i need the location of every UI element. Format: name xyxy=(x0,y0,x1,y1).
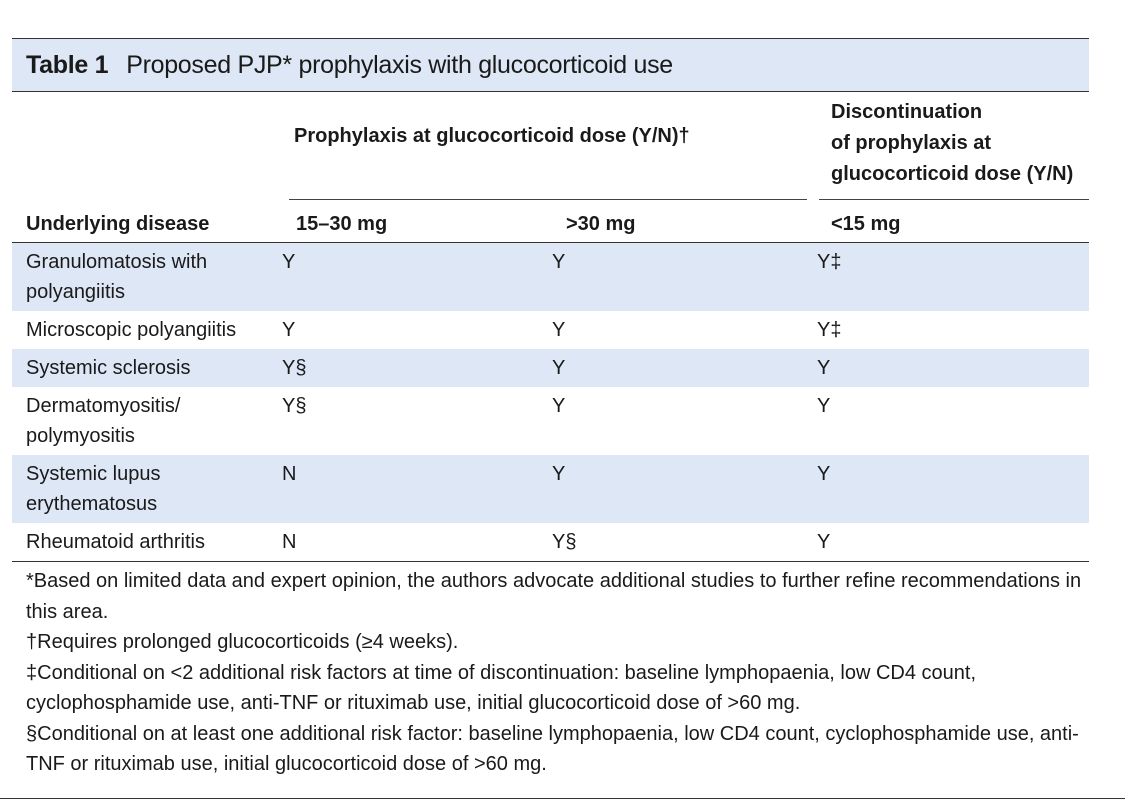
footnote-asterisk: *Based on limited data and expert opinion, the authors advocate additional studies to further refine recommendations in this area. xyxy=(26,570,1082,623)
cell-disease: Systemic lupus erythematosus xyxy=(26,463,161,515)
cell-discontinuation: Y xyxy=(817,357,831,379)
col-header-over-30: >30 mg xyxy=(566,213,636,235)
col-header-under-15: <15 mg xyxy=(831,213,901,235)
cell-dose-over-30: Y xyxy=(552,395,566,417)
col-header-disease: Underlying disease xyxy=(26,213,210,235)
data-table xyxy=(12,38,1089,780)
col-header-15-30: 15–30 mg xyxy=(296,213,388,235)
cell-dose-15-30: Y xyxy=(282,251,296,273)
footnote-dagger: †Requires prolonged glucocorticoids (≥4 weeks). xyxy=(26,631,459,653)
span-rule-discontinuation xyxy=(819,199,1089,200)
table-row xyxy=(12,311,1089,349)
cell-dose-15-30: N xyxy=(282,531,297,553)
cell-disease: Granulomatosis with polyangiitis xyxy=(26,251,208,303)
discontinuation-header: Discontinuation of prophylaxis at glucocorticoid dose (Y/N) xyxy=(831,101,1074,185)
cell-disease: Microscopic polyangiitis xyxy=(26,319,237,341)
cell-dose-15-30: Y§ xyxy=(282,357,307,379)
cell-discontinuation: Y xyxy=(817,463,831,485)
table-row xyxy=(12,523,1089,562)
cell-dose-15-30: Y xyxy=(282,319,296,341)
cell-dose-15-30: Y§ xyxy=(282,395,307,417)
bottom-rule xyxy=(0,798,1125,799)
table-title-bar xyxy=(12,38,1089,92)
cell-dose-over-30: Y xyxy=(552,463,566,485)
footnote-double-dagger: ‡Conditional on <2 additional risk factors at time of discontinuation: baseline lymphopaenia, low CD4 count, cyclophosphamide use, anti-TNF or rituximab use, initial glucocorticoid dose of >60 mg. xyxy=(26,661,976,714)
table-row xyxy=(12,349,1089,387)
cell-disease: Systemic sclerosis xyxy=(26,357,191,379)
table-row xyxy=(12,455,1089,523)
span-rule-prophylaxis xyxy=(289,199,807,200)
cell-dose-15-30: N xyxy=(282,463,297,485)
footnote-section: §Conditional on at least one additional risk factor: baseline lymphopaenia, low CD4 count, cyclophosphamide use, anti-TNF or rituximab use, initial glucocorticoid dose of >60 mg. xyxy=(26,722,1079,775)
cell-discontinuation: Y xyxy=(817,395,831,417)
table-header xyxy=(12,92,1089,243)
table-footnotes xyxy=(12,562,1089,780)
cell-disease: Rheumatoid arthritis xyxy=(26,531,205,553)
cell-dose-over-30: Y xyxy=(552,357,566,379)
cell-dose-over-30: Y xyxy=(552,319,566,341)
cell-disease: Dermatomyositis/ polymyositis xyxy=(26,395,181,447)
cell-discontinuation: Y xyxy=(817,531,831,553)
table-row xyxy=(12,387,1089,455)
cell-dose-over-30: Y§ xyxy=(552,531,577,553)
table-row xyxy=(12,243,1089,311)
cell-dose-over-30: Y xyxy=(552,251,566,273)
prophylaxis-span-header: Prophylaxis at glucocorticoid dose (Y/N)† xyxy=(294,125,690,147)
table-label: Table 1 xyxy=(26,50,109,79)
table-title: Proposed PJP* prophylaxis with glucocorticoid use xyxy=(126,50,673,79)
cell-discontinuation: Y‡ xyxy=(817,319,842,341)
cell-discontinuation: Y‡ xyxy=(817,251,842,273)
